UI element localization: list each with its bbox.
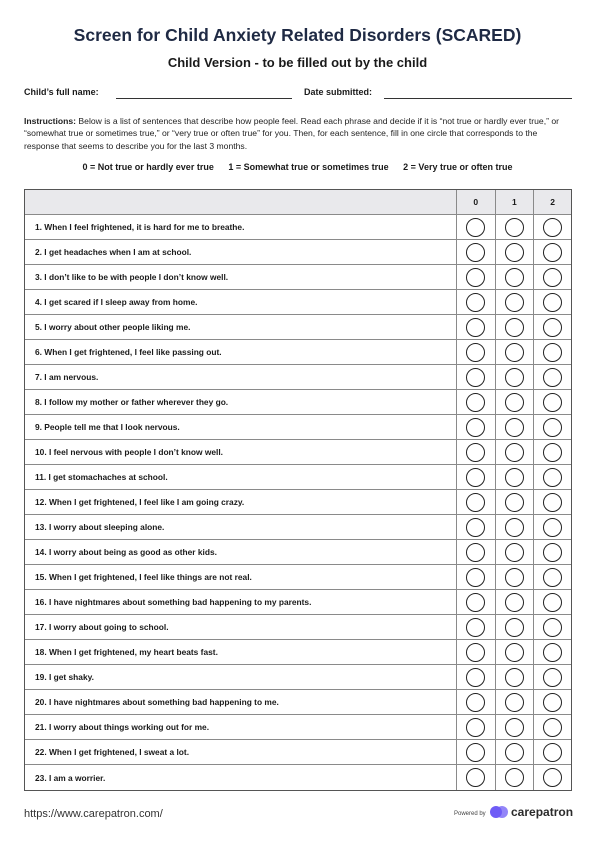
answer-circle-0[interactable]	[466, 718, 485, 737]
answer-circle-2[interactable]	[543, 393, 562, 412]
question-text: 11. I get stomachaches at school.	[25, 465, 457, 489]
question-text: 8. I follow my mother or father wherever they go.	[25, 390, 457, 414]
question-text: 3. I don’t like to be with people I don’t know well.	[25, 265, 457, 289]
powered-by-text: Powered by	[454, 811, 486, 817]
table-header-row	[25, 190, 571, 215]
page-title: Screen for Child Anxiety Related Disorders (SCARED)	[73, 25, 522, 45]
answer-circle-1[interactable]	[505, 718, 524, 737]
answer-cell-0	[457, 215, 496, 239]
answer-circle-1[interactable]	[505, 218, 524, 237]
answer-cell-0	[457, 265, 496, 289]
answer-circle-0[interactable]	[466, 493, 485, 512]
question-row	[25, 265, 571, 290]
answer-circle-1[interactable]	[505, 643, 524, 662]
answer-circle-1[interactable]	[505, 668, 524, 687]
answer-circle-2[interactable]	[543, 218, 562, 237]
answer-circle-2[interactable]	[543, 468, 562, 487]
answer-circle-2[interactable]	[543, 568, 562, 587]
answer-cell-0	[457, 740, 496, 764]
answer-circle-0[interactable]	[466, 268, 485, 287]
info-fields	[24, 87, 572, 101]
answer-cell-2	[534, 540, 571, 564]
question-text: 21. I worry about things working out for me.	[25, 715, 457, 739]
answer-circle-0[interactable]	[466, 318, 485, 337]
question-text: 17. I worry about going to school.	[25, 615, 457, 639]
question-row	[25, 715, 571, 740]
question-row	[25, 465, 571, 490]
legend-2: 2 = Very true or often true	[403, 162, 513, 172]
answer-cell-0	[457, 540, 496, 564]
question-row	[25, 590, 571, 615]
answer-circle-2[interactable]	[543, 668, 562, 687]
answer-circle-1[interactable]	[505, 618, 524, 637]
answer-cell-2	[534, 440, 571, 464]
legend-0: 0 = Not true or hardly ever true	[82, 162, 214, 172]
answer-circle-2[interactable]	[543, 718, 562, 737]
answer-cell-1	[496, 665, 535, 689]
answer-cell-0	[457, 440, 496, 464]
answer-cell-2	[534, 215, 571, 239]
answer-cell-1	[496, 515, 535, 539]
header-col-0: 0	[457, 190, 496, 214]
answer-circle-0[interactable]	[466, 668, 485, 687]
answer-cell-2	[534, 665, 571, 689]
answer-cell-2	[534, 640, 571, 664]
answer-cell-1	[496, 690, 535, 714]
answer-cell-2	[534, 515, 571, 539]
answer-circle-1[interactable]	[505, 518, 524, 537]
answer-circle-2[interactable]	[543, 493, 562, 512]
answer-circle-1[interactable]	[505, 543, 524, 562]
question-text: 2. I get headaches when I am at school.	[25, 240, 457, 264]
question-text: 7. I am nervous.	[25, 365, 457, 389]
answer-cell-1	[496, 740, 535, 764]
answer-cell-2	[534, 465, 571, 489]
answer-cell-1	[496, 215, 535, 239]
answer-cell-1	[496, 640, 535, 664]
answer-cell-0	[457, 415, 496, 439]
answer-circle-0[interactable]	[466, 643, 485, 662]
answer-circle-0[interactable]	[466, 468, 485, 487]
answer-cell-1	[496, 365, 535, 389]
answer-cell-1	[496, 440, 535, 464]
answer-circle-0[interactable]	[466, 618, 485, 637]
answer-cell-0	[457, 665, 496, 689]
answer-circle-0[interactable]	[466, 368, 485, 387]
answer-cell-1	[496, 540, 535, 564]
answer-circle-1[interactable]	[505, 693, 524, 712]
answer-circle-1[interactable]	[505, 768, 524, 787]
answer-circle-2[interactable]	[543, 243, 562, 262]
answer-circle-0[interactable]	[466, 743, 485, 762]
date-submitted-field[interactable]	[384, 98, 572, 99]
question-row	[25, 215, 571, 240]
questionnaire-table	[24, 189, 572, 791]
question-row	[25, 415, 571, 440]
answer-cell-1	[496, 590, 535, 614]
answer-circle-2[interactable]	[543, 643, 562, 662]
answer-circle-1[interactable]	[505, 393, 524, 412]
answer-circle-1[interactable]	[505, 293, 524, 312]
question-row	[25, 665, 571, 690]
answer-cell-0	[457, 365, 496, 389]
carepatron-wordmark: carepatron	[511, 805, 574, 819]
answer-cell-1	[496, 340, 535, 364]
question-row	[25, 740, 571, 765]
answer-cell-0	[457, 240, 496, 264]
answer-circle-2[interactable]	[543, 343, 562, 362]
answer-circle-1[interactable]	[505, 243, 524, 262]
answer-cell-2	[534, 565, 571, 589]
instructions-lead: Instructions:	[24, 116, 77, 126]
answer-circle-1[interactable]	[505, 593, 524, 612]
question-row	[25, 640, 571, 665]
answer-circle-2[interactable]	[543, 368, 562, 387]
answer-cell-2	[534, 390, 571, 414]
answer-circle-1[interactable]	[505, 268, 524, 287]
answer-cell-0	[457, 690, 496, 714]
answer-cell-1	[496, 565, 535, 589]
answer-circle-2[interactable]	[543, 318, 562, 337]
answer-circle-0[interactable]	[466, 293, 485, 312]
answer-cell-2	[534, 615, 571, 639]
answer-circle-0[interactable]	[466, 693, 485, 712]
answer-cell-1	[496, 715, 535, 739]
answer-cell-2	[534, 240, 571, 264]
answer-circle-2[interactable]	[543, 693, 562, 712]
question-row	[25, 540, 571, 565]
question-row	[25, 565, 571, 590]
answer-circle-2[interactable]	[543, 543, 562, 562]
answer-circle-0[interactable]	[466, 593, 485, 612]
answer-circle-0[interactable]	[466, 393, 485, 412]
answer-cell-0	[457, 315, 496, 339]
question-row	[25, 340, 571, 365]
answer-circle-0[interactable]	[466, 543, 485, 562]
answer-circle-2[interactable]	[543, 293, 562, 312]
header-col-2: 2	[550, 197, 555, 207]
answer-cell-2	[534, 740, 571, 764]
answer-circle-2[interactable]	[543, 768, 562, 787]
answer-circle-1[interactable]	[505, 743, 524, 762]
answer-cell-0	[457, 640, 496, 664]
answer-cell-1	[496, 315, 535, 339]
answer-circle-2[interactable]	[543, 743, 562, 762]
question-text: 4. I get scared if I sleep away from home.	[25, 290, 457, 314]
rating-legend	[0, 162, 595, 172]
answer-circle-0[interactable]	[466, 443, 485, 462]
question-text: 23. I am a worrier.	[25, 765, 457, 790]
answer-cell-2	[534, 340, 571, 364]
page-subtitle: Child Version - to be filled out by the child	[167, 55, 428, 70]
answer-circle-0[interactable]	[466, 418, 485, 437]
answer-cell-0	[457, 390, 496, 414]
answer-cell-1	[496, 465, 535, 489]
carepatron-logo	[490, 805, 573, 819]
question-row	[25, 515, 571, 540]
header-question-cell	[25, 190, 457, 214]
answer-circle-1[interactable]	[505, 568, 524, 587]
answer-cell-1	[496, 390, 535, 414]
answer-circle-1[interactable]	[505, 468, 524, 487]
question-row	[25, 240, 571, 265]
question-text: 22. When I get frightened, I sweat a lot.	[25, 740, 457, 764]
answer-cell-1	[496, 290, 535, 314]
answer-cell-1	[496, 265, 535, 289]
question-text: 15. When I get frightened, I feel like things are not real.	[25, 565, 457, 589]
answer-cell-0	[457, 490, 496, 514]
legend-1: 1 = Somewhat true or sometimes true	[228, 162, 389, 172]
header-col-1: 1	[496, 190, 535, 214]
footer-url[interactable]: https://www.carepatron.com/	[24, 808, 163, 820]
child-name-label: Child’s full name:	[24, 87, 99, 97]
answer-circle-1[interactable]	[505, 418, 524, 437]
answer-cell-0	[457, 290, 496, 314]
answer-cell-2	[534, 765, 571, 790]
answer-circle-0[interactable]	[466, 218, 485, 237]
answer-cell-2	[534, 715, 571, 739]
answer-circle-2[interactable]	[543, 518, 562, 537]
answer-cell-2	[534, 265, 571, 289]
answer-circle-1[interactable]	[505, 343, 524, 362]
question-row	[25, 365, 571, 390]
answer-cell-1	[496, 615, 535, 639]
answer-cell-0	[457, 565, 496, 589]
question-row	[25, 690, 571, 715]
question-text: 20. I have nightmares about something bad happening to me.	[25, 690, 457, 714]
answer-cell-0	[457, 715, 496, 739]
answer-cell-1	[496, 415, 535, 439]
answer-circle-2[interactable]	[543, 443, 562, 462]
child-name-field[interactable]	[116, 98, 292, 99]
question-text: 19. I get shaky.	[25, 665, 457, 689]
question-row	[25, 390, 571, 415]
question-text: 18. When I get frightened, my heart beats fast.	[25, 640, 457, 664]
answer-circle-2[interactable]	[543, 618, 562, 637]
question-text: 6. When I get frightened, I feel like passing out.	[25, 340, 457, 364]
instructions	[24, 115, 572, 152]
answer-circle-0[interactable]	[466, 343, 485, 362]
question-text: 16. I have nightmares about something bad happening to my parents.	[25, 590, 457, 614]
answer-circle-2[interactable]	[543, 593, 562, 612]
carepatron-logo-icon	[490, 805, 508, 819]
answer-circle-2[interactable]	[543, 418, 562, 437]
answer-cell-2	[534, 590, 571, 614]
answer-cell-1	[496, 765, 535, 790]
answer-cell-0	[457, 340, 496, 364]
answer-circle-1[interactable]	[505, 368, 524, 387]
answer-circle-1[interactable]	[505, 318, 524, 337]
answer-circle-1[interactable]	[505, 443, 524, 462]
answer-circle-0[interactable]	[466, 518, 485, 537]
question-text: 9. People tell me that I look nervous.	[25, 415, 457, 439]
answer-circle-0[interactable]	[466, 243, 485, 262]
answer-cell-2	[534, 290, 571, 314]
answer-cell-1	[496, 490, 535, 514]
question-row	[25, 615, 571, 640]
answer-cell-2	[534, 315, 571, 339]
answer-cell-2	[534, 365, 571, 389]
question-text: 1. When I feel frightened, it is hard for me to breathe.	[25, 215, 457, 239]
answer-cell-1	[496, 240, 535, 264]
answer-cell-0	[457, 615, 496, 639]
question-row	[25, 440, 571, 465]
question-row	[25, 490, 571, 515]
question-row	[25, 290, 571, 315]
answer-cell-2	[534, 415, 571, 439]
answer-cell-0	[457, 765, 496, 790]
question-text: 14. I worry about being as good as other kids.	[25, 540, 457, 564]
question-text: 13. I worry about sleeping alone.	[25, 515, 457, 539]
question-text: 12. When I get frightened, I feel like I am going crazy.	[25, 490, 457, 514]
answer-circle-0[interactable]	[466, 568, 485, 587]
answer-cell-2	[534, 490, 571, 514]
answer-circle-0[interactable]	[466, 768, 485, 787]
date-submitted-label: Date submitted:	[304, 87, 373, 97]
answer-circle-2[interactable]	[543, 268, 562, 287]
answer-cell-0	[457, 590, 496, 614]
answer-cell-0	[457, 465, 496, 489]
question-text: 10. I feel nervous with people I don’t know well.	[25, 440, 457, 464]
instructions-text: Below is a list of sentences that describe how people feel. Read each phrase and decide if it is “not true or hardly ever true,” or “somewhat true or sometimes true,” or “very true or often true” for you. Then, for each sentence, fill in one circle that corresponds to the response that seems to describe you for the last 3 months.	[24, 116, 559, 151]
answer-cell-0	[457, 515, 496, 539]
question-row	[25, 765, 571, 790]
answer-cell-2	[534, 690, 571, 714]
answer-circle-1[interactable]	[505, 493, 524, 512]
question-text: 5. I worry about other people liking me.	[25, 315, 457, 339]
question-row	[25, 315, 571, 340]
